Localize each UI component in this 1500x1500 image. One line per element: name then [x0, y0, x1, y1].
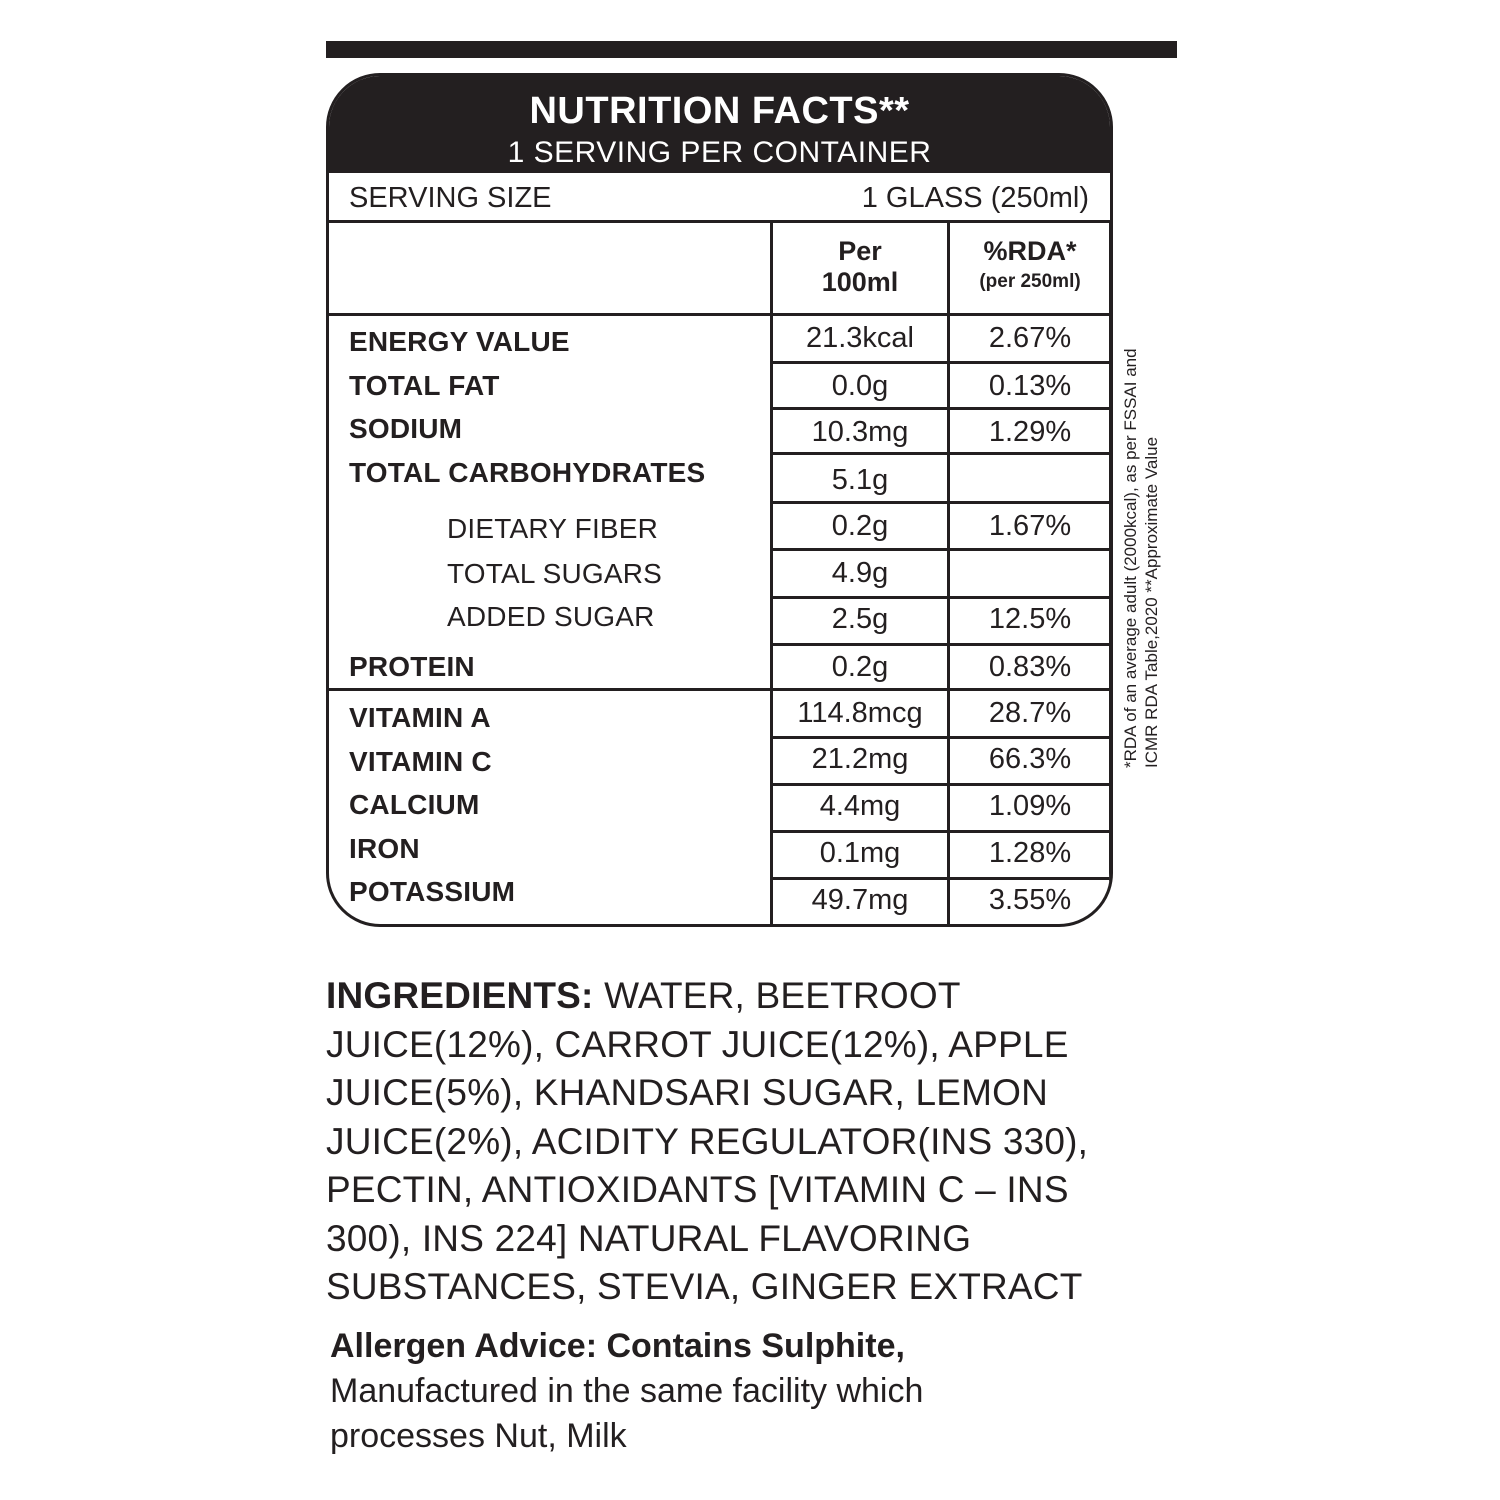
rda-value: 0.83% [988, 651, 1072, 683]
per-100ml-value: 21.2mg [811, 743, 909, 775]
ingredients-line-3: JUICE(5%), KHANDSARI SUGAR, LEMON [326, 1072, 1049, 1113]
row-divider [770, 877, 1113, 880]
rda-value: 1.67% [988, 510, 1072, 542]
per-100ml-value: 5.1g [831, 464, 889, 496]
ingredients-line-1 [326, 972, 1146, 1021]
rda-value: 1.09% [988, 790, 1072, 822]
nutrient-label-calcium: CALCIUM [349, 789, 480, 820]
allergen-advice-line3: processes Nut, Milk [330, 1417, 627, 1455]
per-100ml-value: 4.9g [831, 557, 889, 589]
per-100ml-value: 0.1mg [819, 837, 901, 869]
nutrient-label-added-sugar: ADDED SUGAR [447, 601, 655, 632]
servings-per-container: 1 SERVING PER CONTAINER [507, 136, 932, 169]
row-divider [770, 783, 1113, 786]
per-100ml-value: 4.4mg [819, 790, 901, 822]
ingredients-line-4: JUICE(2%), ACIDITY REGULATOR(INS 330), [326, 1120, 1089, 1162]
per-100ml-value: 2.5g [831, 603, 889, 635]
row-divider [770, 830, 1113, 833]
rda-value: 0.13% [988, 370, 1072, 402]
rda-value: 66.3% [988, 743, 1072, 775]
per-100ml-value: 0.2g [831, 510, 889, 542]
row-divider [770, 452, 1113, 455]
allergen-advice [330, 1324, 1150, 1459]
row-divider [770, 643, 1113, 646]
nutrient-label-total-sugars: TOTAL SUGARS [447, 558, 663, 589]
ingredients-text: WATER, BEETROOT [593, 975, 961, 1016]
rda-footnote-line2: ICMR RDA Table,2020 **Approximate Value [1142, 436, 1162, 768]
row-divider [770, 407, 1113, 410]
ingredients-line-5: PECTIN, ANTIOXIDANTS [VITAMIN C – INS [326, 1169, 1069, 1210]
nutrition-header [329, 76, 1110, 173]
nutrient-label-dietary-fiber: DIETARY FIBER [447, 513, 659, 544]
rda-header-line1: %RDA* [983, 236, 1077, 266]
nutrient-label-potassium: POTASSIUM [349, 876, 516, 907]
rda-value: 1.28% [988, 837, 1072, 869]
nutrient-label-total-fat: TOTAL FAT [349, 370, 500, 401]
row-divider [770, 361, 1113, 364]
per-100ml-value: 49.7mg [811, 884, 909, 916]
per-100ml-value: 114.8mcg [797, 697, 923, 729]
nutrition-title: NUTRITION FACTS** [529, 90, 910, 132]
ingredients-label: INGREDIENTS: [326, 975, 594, 1016]
top-divider-bar [326, 41, 1177, 58]
nutrient-label-iron: IRON [349, 833, 420, 864]
rda-value: 28.7% [988, 697, 1072, 729]
ingredients-list [326, 972, 1146, 1312]
nutrient-label-sodium: SODIUM [349, 413, 463, 444]
per-100ml-value: 10.3mg [811, 416, 909, 448]
nutrient-label-protein: PROTEIN [349, 651, 475, 682]
nutrient-label-vitamin-a: VITAMIN A [349, 702, 491, 733]
rda-value: 1.29% [988, 416, 1072, 448]
rda-value: 12.5% [988, 603, 1072, 635]
ingredients-line-7: SUBSTANCES, STEVIA, GINGER EXTRACT [326, 1266, 1083, 1307]
nutrition-facts-panel [326, 73, 1113, 927]
rda-value: 3.55% [988, 884, 1072, 916]
per-100ml-header-line1: Per [838, 236, 882, 266]
ingredients-line-2: JUICE(12%), CARROT JUICE(12%), APPLE [326, 1023, 1069, 1065]
allergen-advice-line2: Manufactured in the same facility which [330, 1372, 924, 1410]
serving-size-row [329, 173, 1110, 223]
row-divider [770, 736, 1113, 739]
ingredients-line-6: 300), INS 224] NATURAL FLAVORING [326, 1217, 972, 1259]
rda-footnote [1120, 198, 1163, 768]
nutrient-label-energy: ENERGY VALUE [349, 326, 570, 357]
rda-value: 2.67% [988, 322, 1072, 354]
allergen-advice-label: Allergen Advice: Contains Sulphite, [330, 1327, 905, 1365]
row-divider [770, 548, 1113, 551]
vitamins-section-divider [329, 688, 1113, 691]
row-divider [770, 596, 1113, 599]
row-divider [770, 501, 1113, 504]
rda-footnote-line1: *RDA of an average adult (2000kcal), as per FSSAI and [1121, 348, 1140, 768]
rda-column-header [950, 236, 1110, 293]
nutrient-label-total-carbohydrates: TOTAL CARBOHYDRATES [349, 457, 706, 488]
per-100ml-value: 0.2g [831, 651, 889, 683]
per-100ml-column-header [773, 236, 947, 298]
rda-header-line2: (per 250ml) [979, 271, 1081, 293]
per-100ml-value: 21.3kcal [805, 322, 914, 354]
header-row-divider [329, 313, 1113, 316]
serving-size-label: SERVING SIZE [349, 182, 552, 214]
per-100ml-header-line2: 100ml [821, 267, 899, 298]
serving-size-value: 1 GLASS (250ml) [861, 182, 1089, 214]
per-100ml-value: 0.0g [831, 370, 889, 402]
nutrient-label-vitamin-c: VITAMIN C [349, 746, 492, 777]
